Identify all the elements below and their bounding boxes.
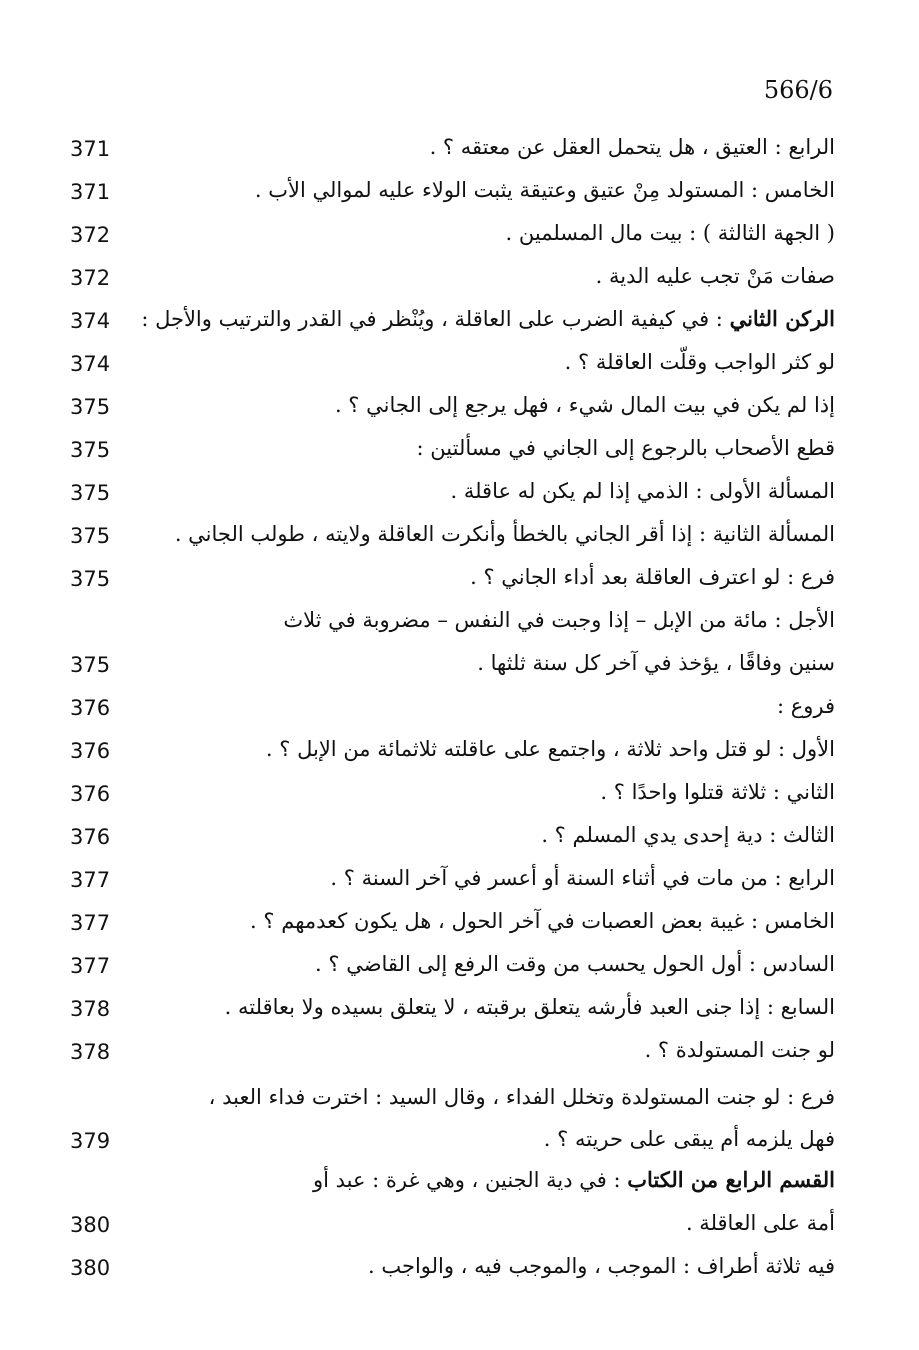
page-number: 566/6: [763, 76, 833, 104]
toc-entry: [0, 557, 919, 597]
toc-entry: [0, 729, 919, 769]
toc-entry: [0, 256, 919, 296]
toc-entry: [0, 342, 919, 382]
toc-entry: [0, 471, 919, 511]
toc-entry: [0, 299, 919, 339]
entry-page-number: 374: [70, 352, 111, 376]
toc-entry: [0, 1160, 919, 1200]
entry-text: لو جنت المستولدة ؟ .: [644, 1038, 835, 1062]
entry-page-number: 371: [70, 137, 111, 161]
entry-text: قطع الأصحاب بالرجوع إلى الجاني في مسألتين :: [416, 436, 835, 460]
entry-text: الثاني : ثلاثة قتلوا واحدًا ؟ .: [600, 780, 835, 804]
toc-entry: [0, 213, 919, 253]
entry-page-number: 379: [70, 1129, 111, 1153]
toc-entry: [0, 901, 919, 941]
entry-page-number: 371: [70, 180, 111, 204]
entry-text: ( الجهة الثالثة ) : بيت مال المسلمين .: [505, 221, 835, 245]
entry-page-number: 377: [70, 911, 111, 935]
toc-entry: [0, 1030, 919, 1070]
entry-page-number: 378: [70, 997, 111, 1021]
entry-text: أمة على العاقلة .: [685, 1211, 835, 1235]
entry-page-number: 375: [70, 481, 111, 505]
entry-page-number: 376: [70, 696, 111, 720]
toc-entry: [0, 987, 919, 1027]
entry-page-number: 375: [70, 395, 111, 419]
entry-text: إذا لم يكن في بيت المال شيء ، فهل يرجع إلى الجاني ؟ .: [334, 393, 835, 417]
entry-text: الخامس : غيبة بعض العصبات في آخر الحول ، هل يكون كعدمهم ؟ .: [250, 909, 835, 933]
toc-entry: [0, 944, 919, 984]
toc-entry: [0, 1203, 919, 1243]
toc-entry: [0, 643, 919, 683]
entry-page-number: 376: [70, 739, 111, 763]
entry-text: المسألة الأولى : الذمي إذا لم يكن له عاقلة .: [450, 479, 835, 503]
toc-entry: [0, 1246, 919, 1286]
entry-page-number: 377: [70, 954, 111, 978]
toc-entry: [0, 127, 919, 167]
entry-text: فيه ثلاثة أطراف : الموجب ، والموجب فيه ، والواجب .: [368, 1254, 835, 1278]
toc-entry: [0, 428, 919, 468]
toc-entry: [0, 170, 919, 210]
toc-entry: [0, 772, 919, 812]
entry-text: القسم الرابع من الكتاب : في دية الجنين ، وهي غرة : عبد أو: [312, 1167, 835, 1192]
entry-page-number: 376: [70, 825, 111, 849]
toc-entry: [0, 1077, 919, 1117]
entry-text: فرع : لو جنت المستولدة وتخلل الفداء ، وقال السيد : اخترت فداء العبد ،: [208, 1085, 835, 1109]
entry-text: السابع : إذا جنى العبد فأرشه يتعلق برقبته ، لا يتعلق بسيده ولا بعاقلته .: [224, 995, 835, 1019]
entry-text: السادس : أول الحول يحسب من وقت الرفع إلى القاضي ؟ .: [315, 952, 835, 976]
entry-text: لو كثر الواجب وقلّت العاقلة ؟ .: [564, 350, 835, 374]
entry-page-number: 375: [70, 524, 111, 548]
entry-text: فهل يلزمه أم يبقى على حريته ؟ .: [543, 1127, 835, 1151]
entry-text: صفات مَنْ تجب عليه الدية .: [595, 264, 835, 288]
entry-page-number: 380: [70, 1213, 111, 1237]
entry-bold-heading: القسم الرابع من الكتاب: [627, 1167, 835, 1192]
entry-text: الخامس : المستولد مِنْ عتيق وعتيقة يثبت الولاء عليه لموالي الأب .: [254, 178, 835, 202]
entry-page-number: 375: [70, 438, 111, 462]
entry-page-number: 376: [70, 782, 111, 806]
entry-bold-heading: الركن الثاني: [729, 306, 835, 331]
entry-text: الرابع : من مات في أثناء السنة أو أعسر في آخر السنة ؟ .: [330, 866, 835, 890]
entry-text: فروع :: [776, 694, 835, 718]
entry-page-number: 375: [70, 653, 111, 677]
toc-entry: [0, 858, 919, 898]
entry-page-number: 377: [70, 868, 111, 892]
entry-text: الركن الثاني : في كيفية الضرب على العاقلة ، ويُنْظر في القدر والترتيب والأجل :: [141, 306, 835, 331]
entry-text: الثالث : دية إحدى يدي المسلم ؟ .: [541, 823, 835, 847]
toc-entry: [0, 385, 919, 425]
entry-page-number: 372: [70, 266, 111, 290]
entry-page-number: 374: [70, 309, 111, 333]
entry-text: المسألة الثانية : إذا أقر الجاني بالخطأ وأنكرت العاقلة ولايته ، طولب الجاني .: [174, 522, 835, 546]
entry-page-number: 378: [70, 1040, 111, 1064]
entry-text: الرابع : العتيق ، هل يتحمل العقل عن معتقه ؟ .: [429, 135, 835, 159]
toc-entry: [0, 514, 919, 554]
entry-text: سنين وفاقًا ، يؤخذ في آخر كل سنة ثلثها .: [477, 651, 835, 675]
toc-entry: [0, 1119, 919, 1159]
entry-text: الأجل : مائة من الإبل – إذا وجبت في النفس – مضروبة في ثلاث: [283, 608, 835, 632]
entry-page-number: 372: [70, 223, 111, 247]
entry-text: فرع : لو اعترف العاقلة بعد أداء الجاني ؟ .: [470, 565, 835, 589]
entry-page-number: 375: [70, 567, 111, 591]
toc-entry: [0, 815, 919, 855]
toc-entry: [0, 600, 919, 640]
toc-entry: [0, 686, 919, 726]
entry-text: الأول : لو قتل واحد ثلاثة ، واجتمع على عاقلته ثلاثمائة من الإبل ؟ .: [265, 737, 835, 761]
entry-page-number: 380: [70, 1256, 111, 1280]
